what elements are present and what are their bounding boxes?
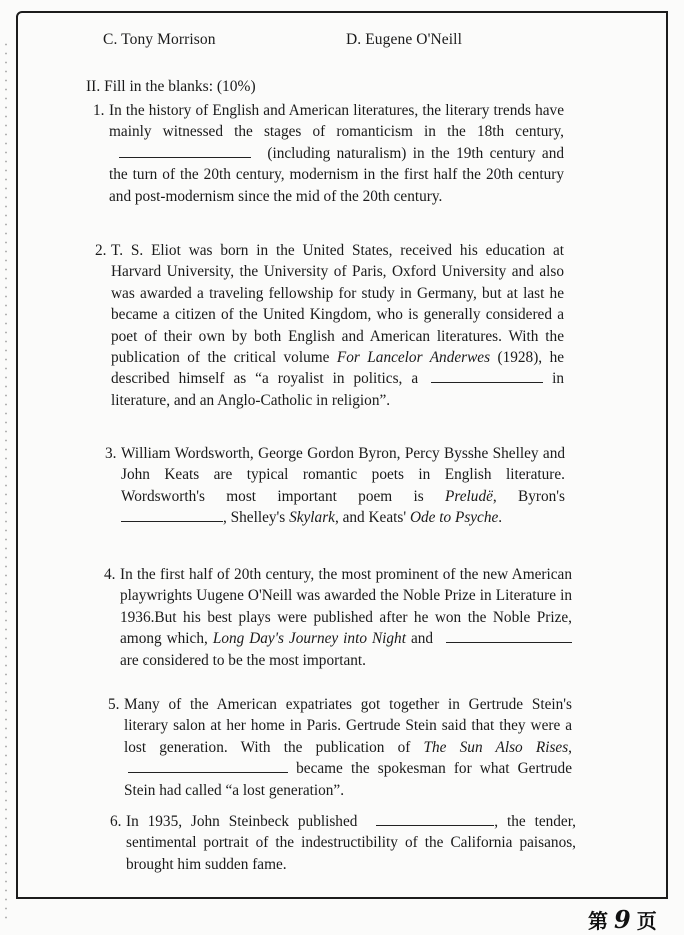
answer-blank-5[interactable] <box>128 758 288 773</box>
question-number: 3. <box>105 445 117 462</box>
question-number: 5. <box>108 696 120 713</box>
page-number-value: 9 <box>614 905 631 934</box>
question-6 <box>110 811 577 875</box>
question-number: 4. <box>104 566 116 583</box>
question-text: (1928), he described himself as “a royalist in politics, a <box>111 349 565 388</box>
question-text: , the tender, sentimental portrait of the indestructibility of the California paisanos, brought him sudden fame. <box>126 813 577 873</box>
question-text: in literature, and an Anglo-Catholic in religion”. <box>111 370 564 409</box>
question-text: . <box>498 509 503 527</box>
question-4 <box>104 564 572 671</box>
question-text: are considered to be the most important. <box>120 651 366 669</box>
question-1 <box>93 100 564 207</box>
answer-blank-6[interactable] <box>376 811 494 826</box>
question-text: Many of the American expatriates got together in Gertrude Stein's literary salon at her home in Paris. Gertrude Stein said that they were a lost generation. With the publication of <box>124 696 572 756</box>
work-title: Preludë <box>445 487 493 505</box>
answer-blank-1[interactable] <box>119 143 251 158</box>
option-d: D. Eugene O'Neill <box>346 31 462 48</box>
question-text: , <box>568 738 572 756</box>
work-title: Ode to Psyche <box>409 509 499 527</box>
question-text: In the history of English and American literatures, the literary trends have mainly witnessed the stages of romanticism in the 18th century, <box>109 102 564 141</box>
question-3 <box>105 443 565 529</box>
question-text: became the spokesman for what Gertrude Stein had called “a lost generation”. <box>124 760 572 799</box>
question-number: 6. <box>110 813 122 830</box>
option-c: C. Tony Morrison <box>103 31 216 48</box>
question-text: T. S. Eliot was born in the United States, received his education at Harvard University, the University of Paris, Oxford University and also was awarded a traveling fellowship for study in Germany, but at last he became a citizen of the United Kingdom, who is generally considered a poet of their own by both English and American literatures. With the publication of the critical volume <box>111 242 564 367</box>
question-number: 1. <box>93 102 105 119</box>
work-title: The Sun Also Rises <box>423 738 569 756</box>
question-text: In the first half of 20th century, the most prominent of the new American playwrights Uugene O'Neill was awarded the Noble Prize in Literature in 1936.But his best plays were published after he won the Noble Prize, among which, <box>120 566 572 648</box>
page-number <box>588 905 657 934</box>
binding-margin-dots <box>5 40 7 920</box>
question-text: In 1935, John Steinbeck published <box>126 813 358 830</box>
question-5 <box>108 694 572 801</box>
question-text: , Shelley's <box>223 509 286 527</box>
section-heading: II. Fill in the blanks: (10%) <box>86 78 256 95</box>
question-text: (including naturalism) in the 19th century and the turn of the 20th century, modernism in the first half the 20th century and post-modernism since the mid of the 20th century. <box>109 144 564 205</box>
answer-blank-3[interactable] <box>121 507 223 522</box>
question-text: , Byron's <box>492 487 565 505</box>
page-suffix: 页 <box>636 909 657 933</box>
question-text: and <box>410 630 434 648</box>
work-title: Long Day's Journey into Night <box>212 630 406 648</box>
question-text: William Wordsworth, George Gordon Byron, Percy Bysshe Shelley and John Keats are typical romantic poets in English literature. Wordsworth's most important poem is <box>121 445 565 505</box>
question-2 <box>95 240 565 411</box>
answer-blank-2[interactable] <box>431 368 543 383</box>
answer-blank-4[interactable] <box>446 628 572 643</box>
work-title: Skylark <box>289 509 335 527</box>
question-number: 2. <box>95 242 107 259</box>
page-prefix: 第 <box>588 909 608 933</box>
work-title: For Lancelor Anderwes <box>336 349 491 367</box>
question-text: , and Keats' <box>334 509 407 527</box>
